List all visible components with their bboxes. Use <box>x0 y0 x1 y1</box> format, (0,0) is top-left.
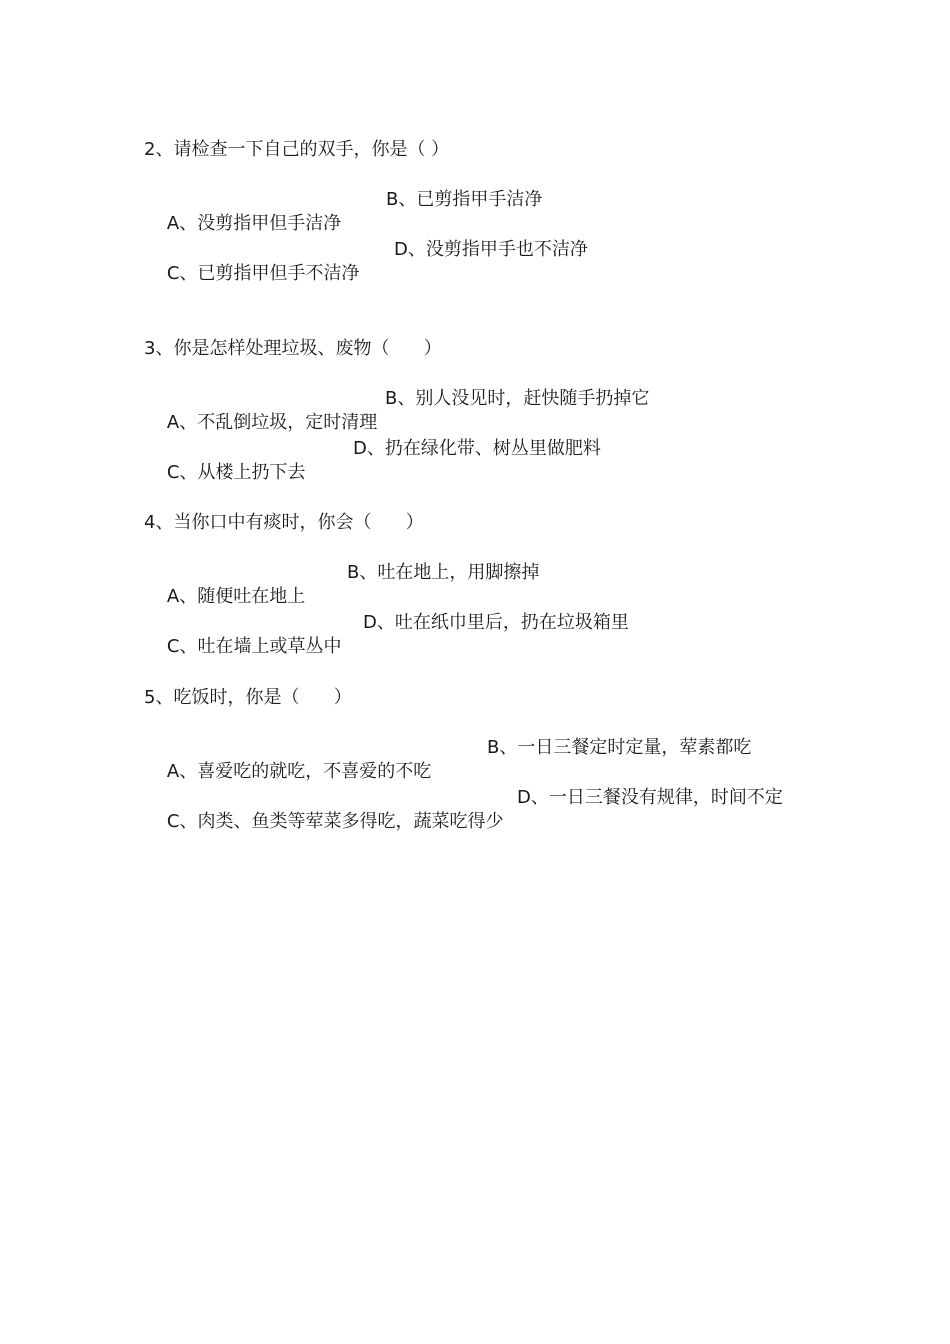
question-4-option-b: B、吐在地上，用脚擦掉 <box>347 562 540 583</box>
question-5-row-cd <box>144 786 783 882</box>
question-4-option-c: C、吐在墙上或草丛中 <box>166 636 342 657</box>
question-5-option-b: B、一日三餐定时定量，荤素都吃 <box>487 737 752 758</box>
question-3-option-a: A、不乱倒垃圾，定时清理 <box>166 412 378 433</box>
question-4-stem: 4、当你口中有痰时，你会（ ） <box>144 512 424 533</box>
question-2-option-b: B、已剪指甲手洁净 <box>386 189 543 210</box>
question-4-option-a: A、随便吐在地上 <box>166 586 306 607</box>
question-5-stem: 5、吃饭时，你是（ ） <box>144 687 352 708</box>
question-3-option-c: C、从楼上扔下去 <box>166 462 306 483</box>
question-2-stem: 2、请检查一下自己的双手，你是（ ） <box>144 139 450 160</box>
question-5-option-a: A、喜爱吃的就吃，不喜爱的不吃 <box>166 761 432 782</box>
question-3-option-b: B、别人没见时，赶快随手扔掉它 <box>385 388 650 409</box>
question-2-row-cd <box>144 238 588 334</box>
question-2-option-a: A、没剪指甲但手洁净 <box>166 213 342 234</box>
question-2-option-c: C、已剪指甲但手不洁净 <box>166 263 360 284</box>
question-3-option-d: D、扔在绿化带、树丛里做肥料 <box>353 438 601 459</box>
question-3-stem: 3、你是怎样处理垃圾、废物（ ） <box>144 338 442 359</box>
question-5-option-c: C、肉类、鱼类等荤菜多得吃，蔬菜吃得少 <box>166 811 504 832</box>
question-5-option-d: D、一日三餐没有规律，时间不定 <box>517 787 783 808</box>
question-4-option-d: D、吐在纸巾里后，扔在垃圾箱里 <box>363 612 629 633</box>
question-2-option-d: D、没剪指甲手也不洁净 <box>394 239 588 260</box>
